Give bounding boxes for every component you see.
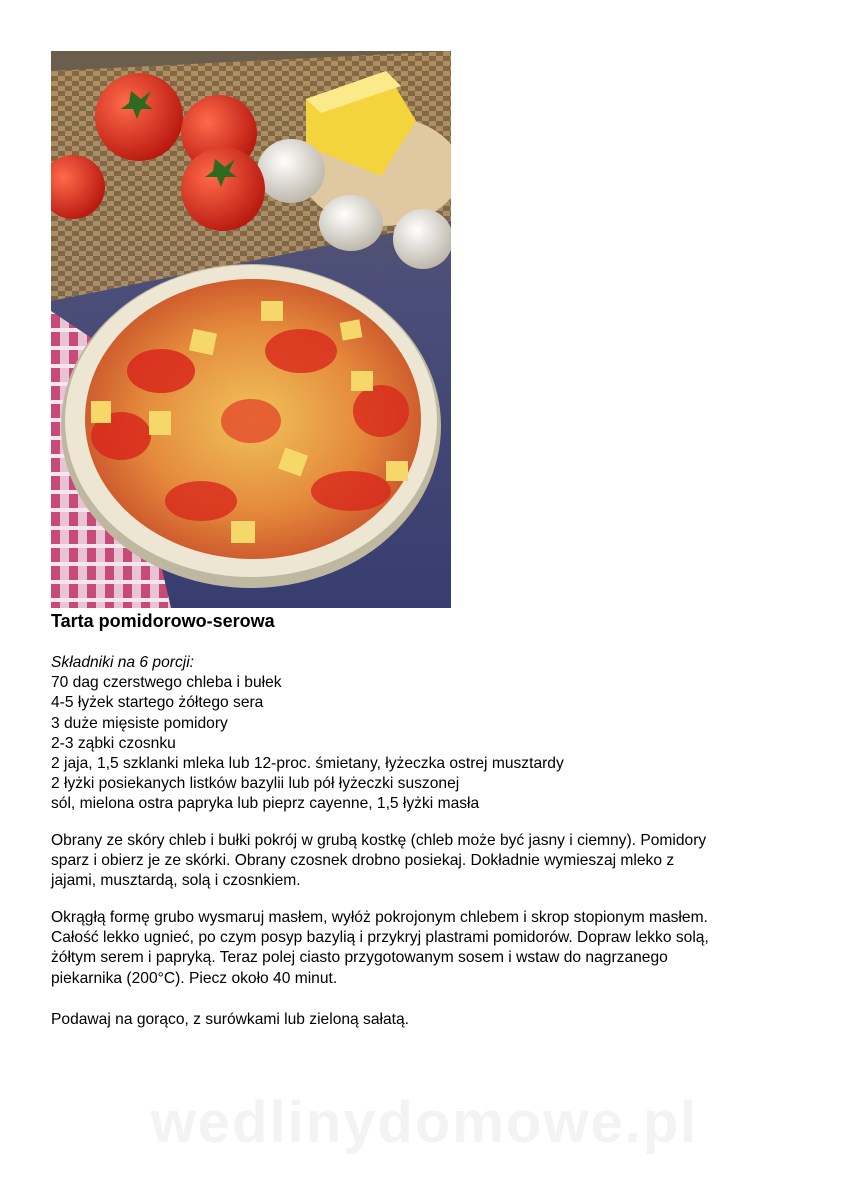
ingredient-item: 2 jaja, 1,5 szklanki mleka lub 12-proc. śmietany, łyżeczka ostrej musztardy	[51, 755, 564, 773]
paragraph-line: żółtym serem i papryką. Teraz polej ciasto przygotowanym sosem i wstaw do nagrzanego	[51, 949, 668, 967]
ingredient-item: 2 łyżki posiekanych listków bazylii lub pół łyżeczki suszonej	[51, 775, 460, 793]
ingredient-item: 4-5 łyżek startego żółtego sera	[51, 694, 264, 712]
recipe-title: Tarta pomidorowo-serowa	[51, 611, 275, 631]
paragraph-line: Całość lekko ugnieć, po czym posyp bazylią i przykryj plastrami pomidorów. Dopraw lekko solą,	[51, 929, 709, 947]
ingredient-item: sól, mielona ostra papryka lub pieprz cayenne, 1,5 łyżki masła	[51, 795, 480, 813]
paragraph-line: piekarnika (200°C). Piecz około 40 minut.	[51, 969, 338, 987]
serving-note	[51, 1010, 791, 1030]
paragraph-line: sparz i obierz je ze skórki. Obrany czosnek drobno posiekaj. Dokładnie wymieszaj mleko z	[51, 852, 675, 870]
instructions-paragraph-1	[51, 831, 791, 892]
ingredient-item: 3 duże mięsiste pomidory	[51, 714, 228, 732]
paragraph-line: Podawaj na gorąco, z surówkami lub zieloną sałatą.	[51, 1011, 409, 1028]
instructions-paragraph-2	[51, 908, 791, 989]
ingredient-item: 70 dag czerstwego chleba i bułek	[51, 674, 282, 692]
paragraph-line: Okrągłą formę grubo wysmaruj masłem, wyłóż pokrojonym chlebem i skrop stopionym masłem.	[51, 909, 708, 926]
paragraph-line: jajami, musztardą, solą i czosnkiem.	[51, 872, 301, 890]
ingredient-item: 2-3 ząbki czosnku	[51, 734, 176, 752]
site-watermark: wedlinydomowe.pl	[150, 1090, 699, 1155]
ingredients-section	[51, 653, 791, 815]
ingredients-heading: Składniki na 6 porcji:	[51, 654, 195, 671]
recipe-photo	[51, 51, 451, 608]
paragraph-line: Obrany ze skóry chleb i bułki pokrój w grubą kostkę (chleb może być jasny i ciemny). Pomidory	[51, 832, 707, 849]
tart-illustration	[51, 51, 451, 608]
